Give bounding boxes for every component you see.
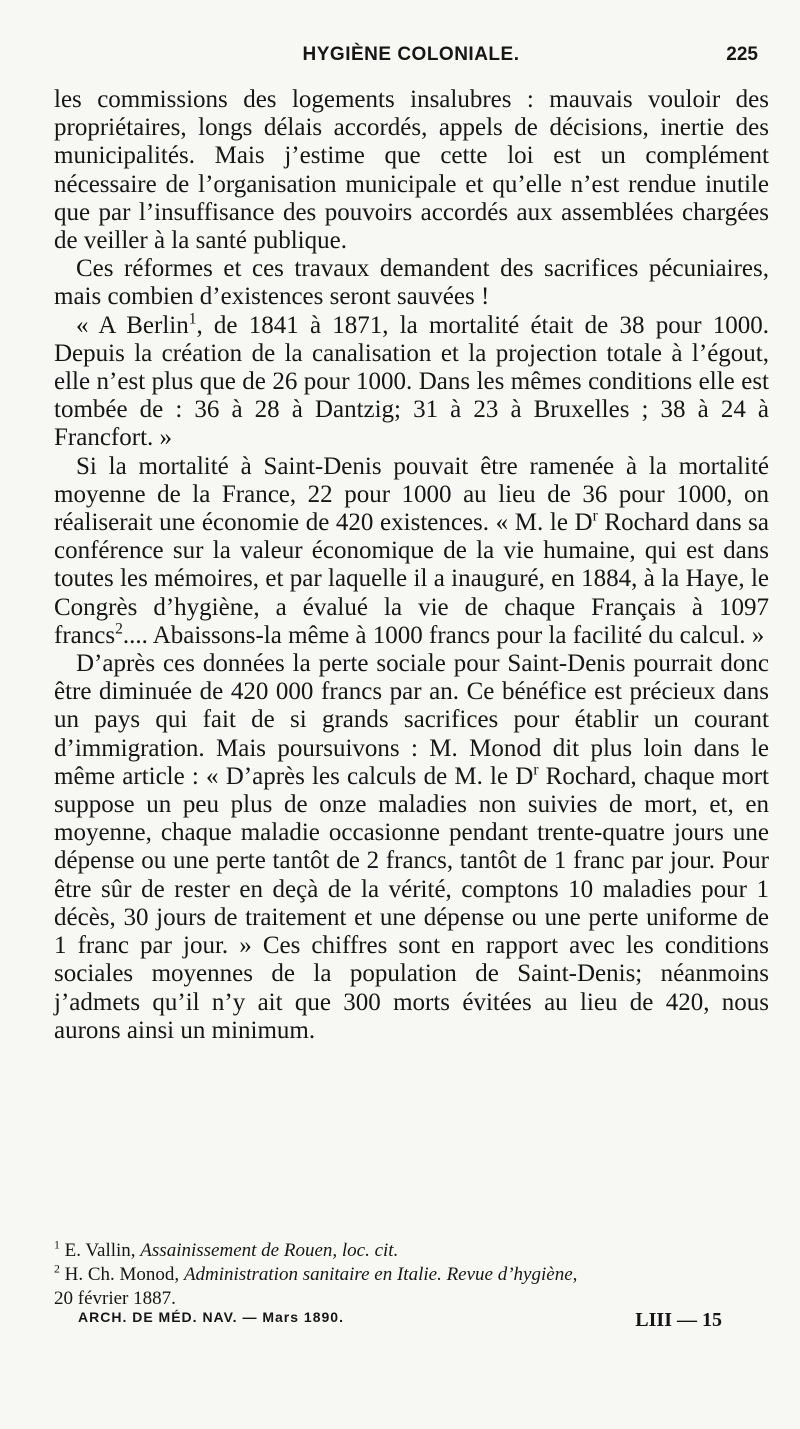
body-text: [54, 86, 769, 1045]
footnote-1-marker: 1: [54, 1238, 60, 1252]
footnote-1: [54, 1239, 769, 1263]
paragraph-5-text-b: Rochard, chaque mort suppose un peu plus de onze maladies non suivies de mort, et, en moyenne, chaque maladie occasionne pendant trente-quatre jours une dépense ou une perte tantôt de 2 francs, tantôt de 1 franc par jour. Pour être sûr de rester en deçà de la vérité, comptons 10 maladies pour 1 décès, 30 jours de traitement et une dépense ou une perte uniforme de 1 franc par jour. » Ces chiffres sont en rapport avec les conditions sociales moyennes de la population de Saint-Denis; néanmoins j’admets qu’il n’y ait que 300 morts évitées au lieu de 420, nous aurons ainsi un minimum.: [54, 762, 769, 1044]
paragraph-4-text-b: Rochard dans sa conférence sur la valeur économique de la vie humaine, qui est dans toutes les mémoires, et par laquelle il a inauguré, en 1884, à la Haye, le Congrès d’hygiène, a évalué la vie de chaque Français à 1097 francs: [54, 509, 769, 649]
paragraph-2: Ces réformes et ces travaux demandent des sacrifices pécuniaires, mais combien d’existences seront sauvées !: [54, 255, 769, 311]
paragraph-4-text-c: .... Abaissons-la même à 1000 francs pour la facilité du calcul. »: [122, 621, 765, 649]
paragraph-5: [54, 650, 769, 1045]
footnote-2-title: Administration sanitaire en Italie. Revue d’hygiène: [183, 1264, 573, 1285]
paragraph-4: [54, 453, 769, 650]
footnote-2-date: 20 février 1887.: [54, 1288, 176, 1309]
paragraph-3-text-a: « A Berlin: [76, 311, 189, 339]
footnote-ref-2[interactable]: 2: [115, 620, 123, 638]
running-title: HYGIÈNE COLONIALE.: [302, 44, 520, 65]
page-number: 225: [726, 44, 758, 65]
doctor-abbrev-sup: r: [592, 507, 598, 525]
paragraph-5-text-a: D’après ces données la perte sociale pour Saint-Denis pourrait donc être diminuée de 420 000 francs par an. Ce bénéfice est précieux dans un pays qui fait de si grands sacrifices pour établir un courant d’immigration. Mais poursuivons : M. Monod dit plus loin dans le même article : « D’après les calculs de M. le D: [54, 650, 769, 790]
footnote-2-tail: ,: [572, 1264, 578, 1285]
page-header: [56, 44, 766, 80]
footnote-2-author: H. Ch. Monod,: [59, 1264, 184, 1285]
paragraph-3: [54, 312, 769, 453]
paragraph-4-text-a: Si la mortalité à Saint-Denis pouvait être ramenée à la mortalité moyenne de la France, 22 pour 1000 au lieu de 36 pour 1000, on réaliserait une économie de 420 existences. « M. le D: [54, 452, 769, 537]
page-footer: [78, 1309, 722, 1337]
footnote-2-marker: 2: [54, 1262, 60, 1276]
footnote-ref-1[interactable]: 1: [188, 310, 197, 328]
footnote-2: [54, 1263, 769, 1287]
doctor-abbrev-sup: r: [533, 761, 539, 779]
journal-signature: ARCH. DE MÉD. NAV. — Mars 1890.: [78, 1309, 344, 1325]
footnote-1-author: E. Vallin,: [59, 1240, 141, 1261]
paragraph-1: les commissions des logements insalubres : mauvais vouloir des propriétaires, longs délais accordés, appels de décisions, inertie des municipalités. Mais j’estime que cette loi est un complément nécessaire de l’organisation municipale et qu’elle n’est rendue inutile que par l’insuffisance des pouvoirs accordés aux assemblées chargées de veiller à la santé publique.: [54, 86, 769, 255]
footnotes: [54, 1239, 769, 1311]
paragraph-3-text-b: , de 1841 à 1871, la mortalité était de 38 pour 1000. Depuis la création de la canalisation et la projection totale à l’égout, elle n’est plus que de 26 pour 1000. Dans les mêmes conditions elle est tombée de : 36 à 28 à Dantzig; 31 à 23 à Bruxelles ; 38 à 24 à Francfort. »: [54, 311, 769, 452]
footnote-1-title: Assainissement de Rouen, loc. cit.: [140, 1240, 399, 1261]
sheet-signature: LIII — 15: [635, 1309, 722, 1331]
